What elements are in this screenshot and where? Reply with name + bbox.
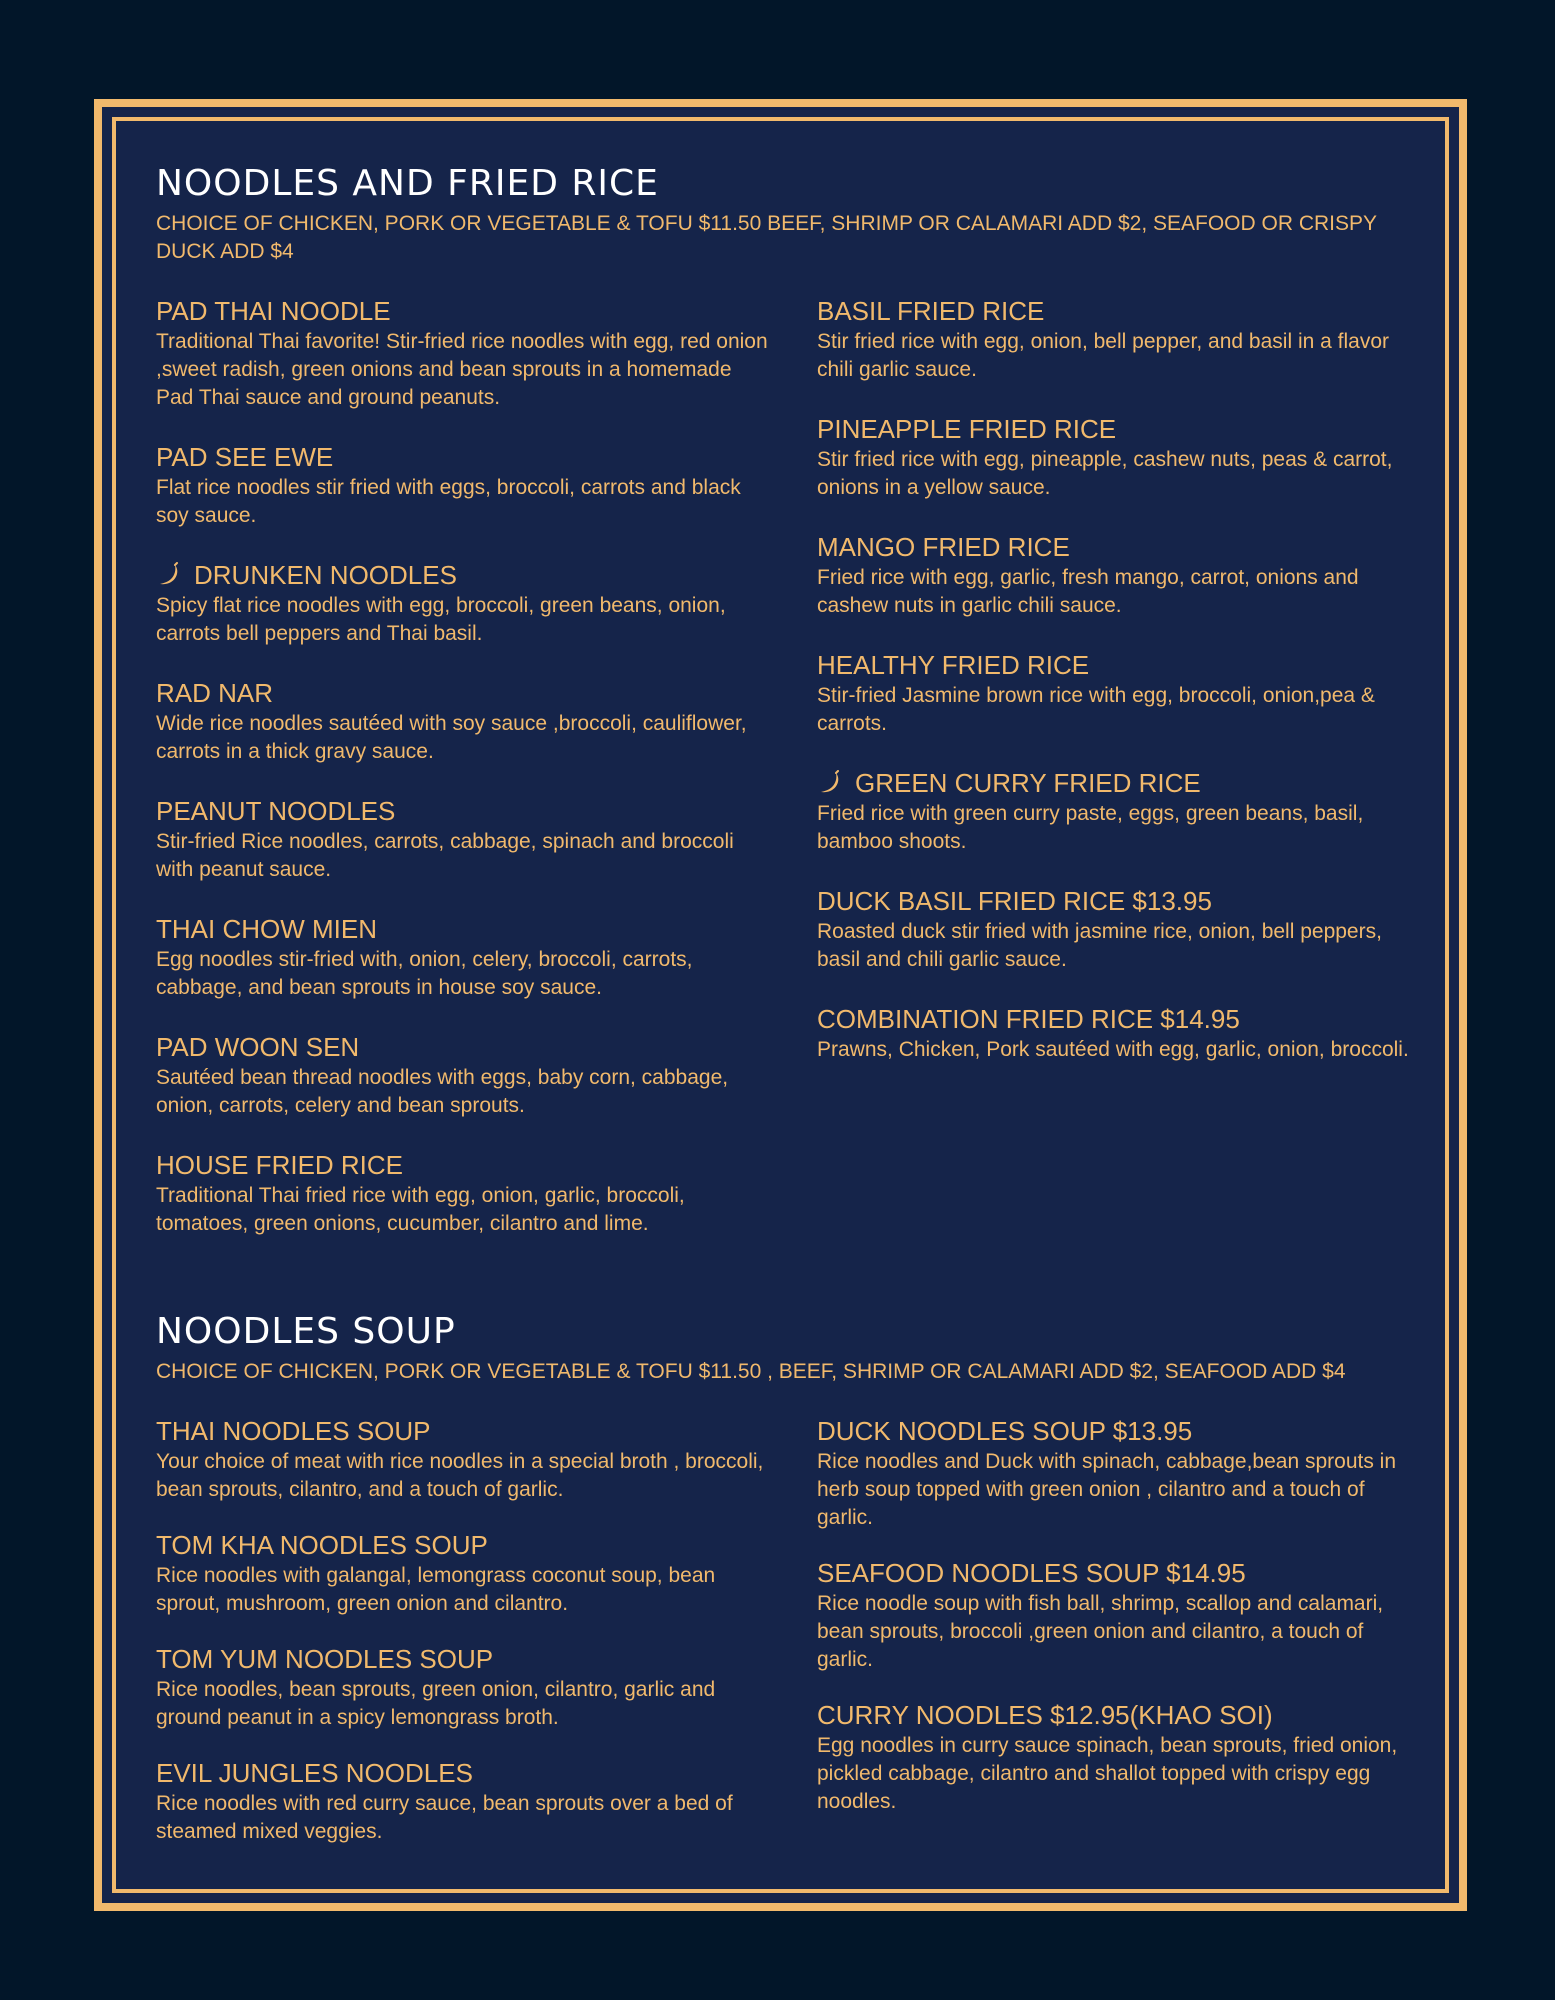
menu-item [156, 1530, 773, 1618]
item-description: Fried rice with egg, garlic, fresh mango, carrot, onions and cashew nuts in garlic chili sauce. [817, 566, 1359, 617]
item-description: Sautéed bean thread noodles with eggs, baby corn, cabbage, onion, carrots, celery and bean sprouts. [156, 1066, 729, 1117]
item-description: Wide rice noodles sautéed with soy sauce ,broccoli, cauliflower, carrots in a thick gravy sauce. [156, 712, 747, 763]
section-noodles-fried-rice [156, 160, 1411, 1268]
item-description: Stir-fried Jasmine brown rice with egg, broccoli, onion,pea & carrots. [817, 684, 1375, 735]
menu-item [156, 560, 773, 648]
menu-item [156, 1644, 773, 1732]
menu-item [156, 1150, 773, 1238]
item-description: Egg noodles stir-fried with, onion, celery, broccoli, carrots, cabbage, and bean sprouts in house soy sauce. [156, 948, 693, 999]
item-description: Flat rice noodles stir fried with eggs, broccoli, carrots and black soy sauce. [156, 476, 741, 527]
menu-item [817, 1558, 1411, 1674]
menu-item [817, 886, 1411, 974]
menu-item [156, 1758, 773, 1846]
menu-item [817, 1416, 1411, 1532]
menu-item [817, 296, 1411, 384]
item-description: Traditional Thai favorite! Stir-fried rice noodles with egg, red onion ,sweet radish, green onions and bean sprouts in a homemade Pad Thai sauce and ground peanuts. [156, 330, 768, 409]
right-column [817, 296, 1411, 1268]
item-description: Fried rice with green curry paste, eggs, green beans, basil, bamboo shoots. [817, 802, 1364, 853]
item-description: Egg noodles in curry sauce spinach, bean sprouts, fried onion, pickled cabbage, cilantro and shallot topped with crispy egg noodles. [817, 1734, 1398, 1813]
item-name: PAD THAI NOODLE [156, 296, 391, 326]
item-name: DUCK BASIL FRIED RICE $13.95 [817, 886, 1212, 916]
item-name: TOM KHA NOODLES SOUP [156, 1530, 488, 1560]
menu-item [156, 1032, 773, 1120]
menu-item [156, 442, 773, 530]
item-description: Rice noodle soup with fish ball, shrimp, scallop and calamari, bean sprouts, broccoli ,green onion and cilantro, a touch of garlic. [817, 1592, 1384, 1671]
item-description: Rice noodles, bean sprouts, green onion, cilantro, garlic and ground peanut in a spicy lemongrass broth. [156, 1678, 716, 1729]
menu-item [817, 414, 1411, 502]
item-description: Rice noodles with red curry sauce, bean sprouts over a bed of steamed mixed veggies. [156, 1792, 733, 1843]
item-description: Rice noodles with galangal, lemongrass coconut soup, bean sprout, mushroom, green onion and cilantro. [156, 1564, 716, 1615]
section-title: NOODLES AND FRIED RICE [156, 163, 659, 204]
item-name: COMBINATION FRIED RICE $14.95 [817, 1004, 1240, 1034]
menu-item [156, 1416, 773, 1504]
menu-item [156, 914, 773, 1002]
left-column [156, 1416, 817, 1872]
menu-item [817, 768, 1411, 856]
item-name: PAD WOON SEN [156, 1032, 360, 1062]
menu-columns [156, 296, 1411, 1268]
item-name: EVIL JUNGLES NOODLES [156, 1758, 473, 1788]
menu-content [156, 160, 1411, 1872]
item-description: Roasted duck stir fried with jasmine rice, onion, bell peppers, basil and chili garlic sauce. [817, 920, 1382, 971]
item-name: HOUSE FRIED RICE [156, 1150, 404, 1180]
spicy-chili-icon [156, 562, 182, 588]
item-name: TOM YUM NOODLES SOUP [156, 1644, 494, 1674]
menu-item [817, 1004, 1411, 1064]
menu-item [817, 532, 1411, 620]
item-name: THAI NOODLES SOUP [156, 1416, 431, 1446]
item-description: Stir fried rice with egg, pineapple, cashew nuts, peas & carrot, onions in a yellow sauce. [817, 448, 1393, 499]
left-column [156, 296, 817, 1268]
item-name: BASIL FRIED RICE [817, 296, 1045, 326]
section-title: NOODLES SOUP [156, 1311, 456, 1352]
item-name: CURRY NOODLES $12.95(KHAO SOI) [817, 1700, 1273, 1730]
item-name: THAI CHOW MIEN [156, 914, 377, 944]
item-name: RAD NAR [156, 678, 274, 708]
item-description: Prawns, Chicken, Pork sautéed with egg, garlic, onion, broccoli. [817, 1038, 1409, 1061]
item-description: Stir fried rice with egg, onion, bell pepper, and basil in a flavor chili garlic sauce. [817, 330, 1389, 381]
item-description: Your choice of meat with rice noodles in a special broth , broccoli, bean sprouts, cilantro, and a touch of garlic. [156, 1450, 764, 1501]
spicy-chili-icon [817, 770, 843, 796]
item-description: Traditional Thai fried rice with egg, onion, garlic, broccoli, tomatoes, green onions, cucumber, cilantro and lime. [156, 1184, 685, 1235]
menu-item [817, 1700, 1411, 1816]
menu-item [156, 796, 773, 884]
item-name: MANGO FRIED RICE [817, 532, 1070, 562]
menu-item [817, 650, 1411, 738]
item-name: PAD SEE EWE [156, 442, 334, 472]
menu-item [156, 678, 773, 766]
menu-item [156, 296, 773, 412]
item-name: DRUNKEN NOODLES [156, 560, 773, 590]
item-description: Stir-fried Rice noodles, carrots, cabbage, spinach and broccoli with peanut sauce. [156, 830, 734, 881]
section-pricing-note: CHOICE OF CHICKEN, PORK OR VEGETABLE & TOFU $11.50 , BEEF, SHRIMP OR CALAMARI ADD $2, SEAFOOD ADD $4 [156, 1360, 1346, 1383]
item-name: PEANUT NOODLES [156, 796, 396, 826]
item-name: GREEN CURRY FRIED RICE [817, 768, 1411, 798]
item-name: SEAFOOD NOODLES SOUP $14.95 [817, 1558, 1246, 1588]
item-name: DUCK NOODLES SOUP $13.95 [817, 1416, 1193, 1446]
menu-columns [156, 1416, 1411, 1872]
right-column [817, 1416, 1411, 1872]
section-pricing-note: CHOICE OF CHICKEN, PORK OR VEGETABLE & TOFU $11.50 BEEF, SHRIMP OR CALAMARI ADD $2, SEAFOOD OR CRISPY DUCK ADD $4 [156, 212, 1377, 263]
item-description: Rice noodles and Duck with spinach, cabbage,bean sprouts in herb soup topped with green onion , cilantro and a touch of garlic. [817, 1450, 1397, 1529]
item-name: PINEAPPLE FRIED RICE [817, 414, 1117, 444]
item-name: HEALTHY FRIED RICE [817, 650, 1090, 680]
section-noodles-soup [156, 1308, 1411, 1872]
item-description: Spicy flat rice noodles with egg, broccoli, green beans, onion, carrots bell peppers and Thai basil. [156, 594, 726, 645]
